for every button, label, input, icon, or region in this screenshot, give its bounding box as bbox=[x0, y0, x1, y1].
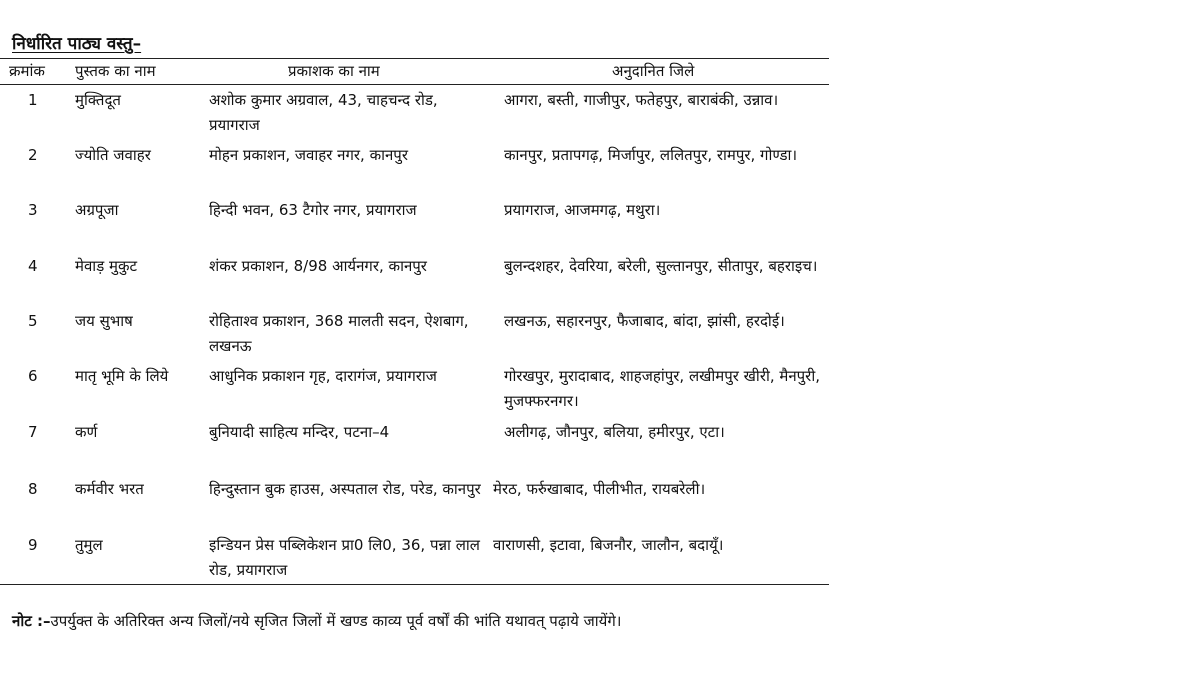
row-districts: प्रयागराज, आजमगढ़, मथुरा। bbox=[504, 201, 661, 219]
footnote-label: नोट :– bbox=[12, 612, 51, 630]
row-serial: 8 bbox=[28, 480, 38, 498]
row-districts: वाराणसी, इटावा, बिजनौर, जालौन, बदायूँ। bbox=[493, 536, 724, 554]
table-bottom-rule bbox=[0, 584, 829, 585]
row-book: मुक्तिदूत bbox=[75, 91, 121, 109]
row-serial: 3 bbox=[28, 201, 38, 219]
header-book: पुस्तक का नाम bbox=[75, 62, 156, 80]
row-publisher: रोहिताश्व प्रकाशन, 368 मालती सदन, ऐशबाग, लखनऊ bbox=[209, 312, 469, 355]
row-publisher: मोहन प्रकाशन, जवाहर नगर, कानपुर bbox=[209, 146, 408, 164]
row-book: अग्रपूजा bbox=[75, 201, 119, 219]
table-top-rule bbox=[0, 58, 829, 59]
row-serial: 6 bbox=[28, 367, 38, 385]
row-publisher: इन्डियन प्रेस पब्लिकेशन प्रा0 लि0, 36, पन्ना लाल रोड, प्रयागराज bbox=[209, 536, 480, 579]
row-publisher: हिन्दी भवन, 63 टैगोर नगर, प्रयागराज bbox=[209, 201, 417, 219]
row-serial: 2 bbox=[28, 146, 38, 164]
row-book: तुमुल bbox=[75, 536, 103, 554]
row-serial: 4 bbox=[28, 257, 38, 275]
header-serial: क्रमांक bbox=[9, 62, 45, 80]
row-serial: 9 bbox=[28, 536, 38, 554]
row-serial: 7 bbox=[28, 423, 38, 441]
row-serial: 1 bbox=[28, 91, 38, 109]
row-book: कर्मवीर भरत bbox=[75, 480, 144, 498]
row-book: मेवाड़ मुकुट bbox=[75, 257, 138, 275]
table-header-rule bbox=[0, 84, 829, 85]
row-book: कर्ण bbox=[75, 423, 98, 441]
footnote-text: उपर्युक्त के अतिरिक्त अन्य जिलों/नये सृजित जिलों में खण्ड काव्य पूर्व वर्षों की भांति यथावत् पढ़ाये जायेंगे। bbox=[50, 612, 622, 630]
row-districts: बुलन्दशहर, देवरिया, बरेली, सुल्तानपुर, सीतापुर, बहराइच। bbox=[504, 257, 818, 275]
row-book: मातृ भूमि के लिये bbox=[75, 367, 169, 385]
row-publisher: अशोक कुमार अग्रवाल, 43, चाहचन्द रोड, प्रयागराज bbox=[209, 91, 438, 134]
row-publisher: बुनियादी साहित्य मन्दिर, पटना–4 bbox=[209, 423, 390, 441]
row-publisher: हिन्दुस्तान बुक हाउस, अस्पताल रोड, परेड, कानपुर bbox=[209, 480, 481, 498]
row-districts: लखनऊ, सहारनपुर, फैजाबाद, बांदा, झांसी, हरदोई। bbox=[504, 312, 785, 330]
row-districts: मेरठ, फर्रुखाबाद, पीलीभीत, रायबरेली। bbox=[493, 480, 706, 498]
row-serial: 5 bbox=[28, 312, 38, 330]
row-districts: अलीगढ़, जौनपुर, बलिया, हमीरपुर, एटा। bbox=[504, 423, 725, 441]
row-publisher: आधुनिक प्रकाशन गृह, दारागंज, प्रयागराज bbox=[209, 367, 437, 385]
row-districts: गोरखपुर, मुरादाबाद, शाहजहांपुर, लखीमपुर खीरी, मैनपुरी, मुजफ्फरनगर। bbox=[504, 367, 820, 410]
row-districts: कानपुर, प्रतापगढ़, मिर्जापुर, ललितपुर, रामपुर, गोण्डा। bbox=[504, 146, 798, 164]
row-districts: आगरा, बस्ती, गाजीपुर, फतेहपुर, बाराबंकी, उन्नाव। bbox=[504, 91, 779, 109]
header-publisher: प्रकाशक का नाम bbox=[288, 62, 380, 80]
footnote bbox=[12, 609, 812, 634]
row-publisher: शंकर प्रकाशन, 8/98 आर्यनगर, कानपुर bbox=[209, 257, 427, 275]
page-title: निर्धारित पाठ्य वस्तु– bbox=[12, 34, 142, 54]
row-book: जय सुभाष bbox=[75, 312, 133, 330]
header-districts: अनुदानित जिले bbox=[612, 62, 695, 80]
row-book: ज्योति जवाहर bbox=[75, 146, 151, 164]
